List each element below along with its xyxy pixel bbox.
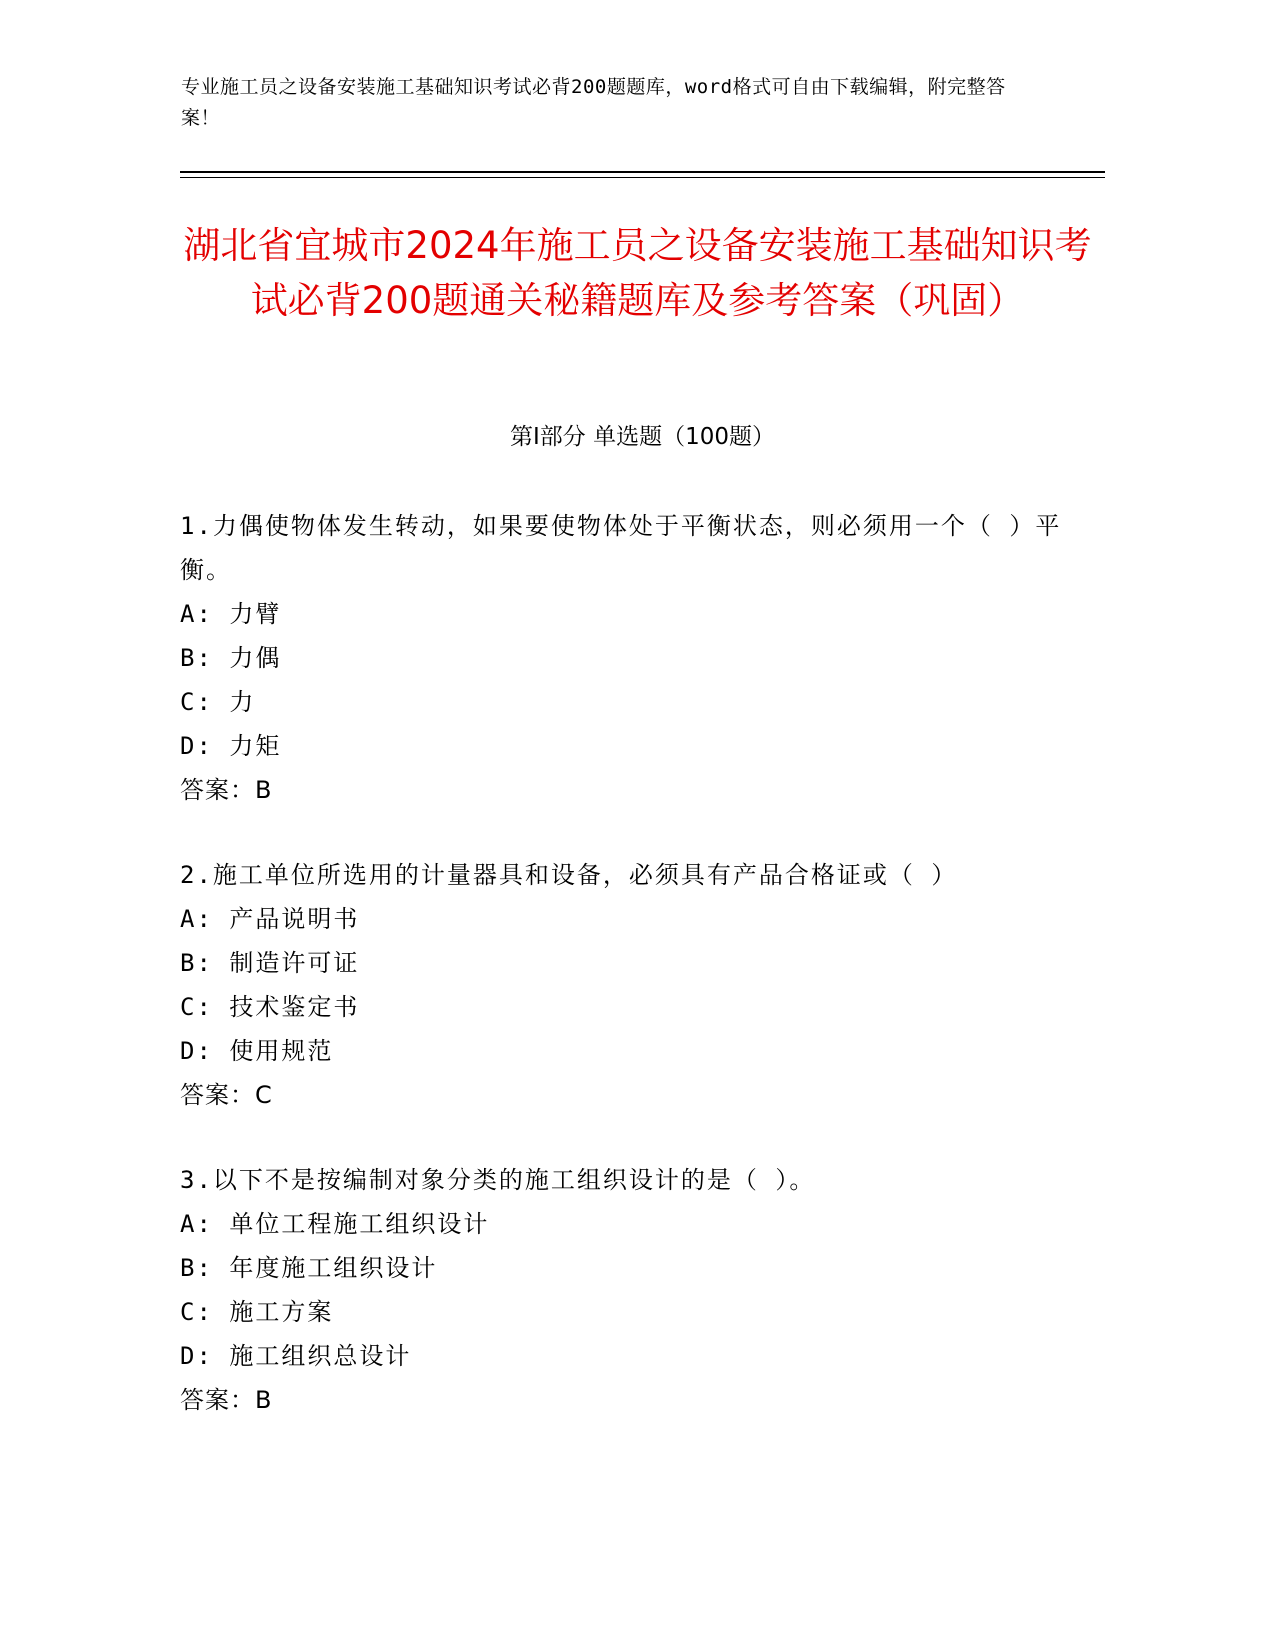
- answer: 答案：B: [180, 1386, 273, 1414]
- answer: 答案：C: [180, 1081, 273, 1109]
- question-2: [180, 853, 1080, 1117]
- option-c: C: 技术鉴定书: [180, 993, 360, 1021]
- option-a: A: 单位工程施工组织设计: [180, 1210, 490, 1238]
- question-text: 2.施工单位所选用的计量器具和设备，必须具有产品合格证或（ ）: [180, 861, 958, 889]
- option-a: A: 力臂: [180, 600, 282, 628]
- question-text: 3.以下不是按编制对象分类的施工组织设计的是（ ）。: [180, 1166, 816, 1194]
- question-3: [180, 1158, 1080, 1422]
- option-c: C: 施工方案: [180, 1298, 334, 1326]
- option-b: B: 年度施工组织设计: [180, 1254, 438, 1282]
- option-d: D: 力矩: [180, 732, 282, 760]
- option-b: B: 力偶: [180, 644, 282, 672]
- answer: 答案：B: [180, 776, 273, 804]
- header-rule-thick: [180, 171, 1105, 173]
- option-c: C: 力: [180, 688, 256, 716]
- question-text: 1.力偶使物体发生转动，如果要使物体处于平衡状态，则必须用一个（ ）平衡。: [180, 512, 1062, 584]
- option-d: D: 使用规范: [180, 1037, 334, 1065]
- header-rule-thin: [180, 177, 1105, 178]
- option-d: D: 施工组织总设计: [180, 1342, 412, 1370]
- header-note: 专业施工员之设备安装施工基础知识考试必背200题题库，word格式可自由下载编辑，附完整答案！: [181, 76, 1006, 129]
- section-title: 第Ⅰ部分 单选题（100题）: [510, 424, 775, 450]
- option-a: A: 产品说明书: [180, 905, 360, 933]
- document-title: 湖北省宜城市2024年施工员之设备安装施工基础知识考试必背200题通关秘籍题库及参考答案（巩固）: [183, 224, 1092, 322]
- question-1: [180, 504, 1080, 812]
- option-b: B: 制造许可证: [180, 949, 360, 977]
